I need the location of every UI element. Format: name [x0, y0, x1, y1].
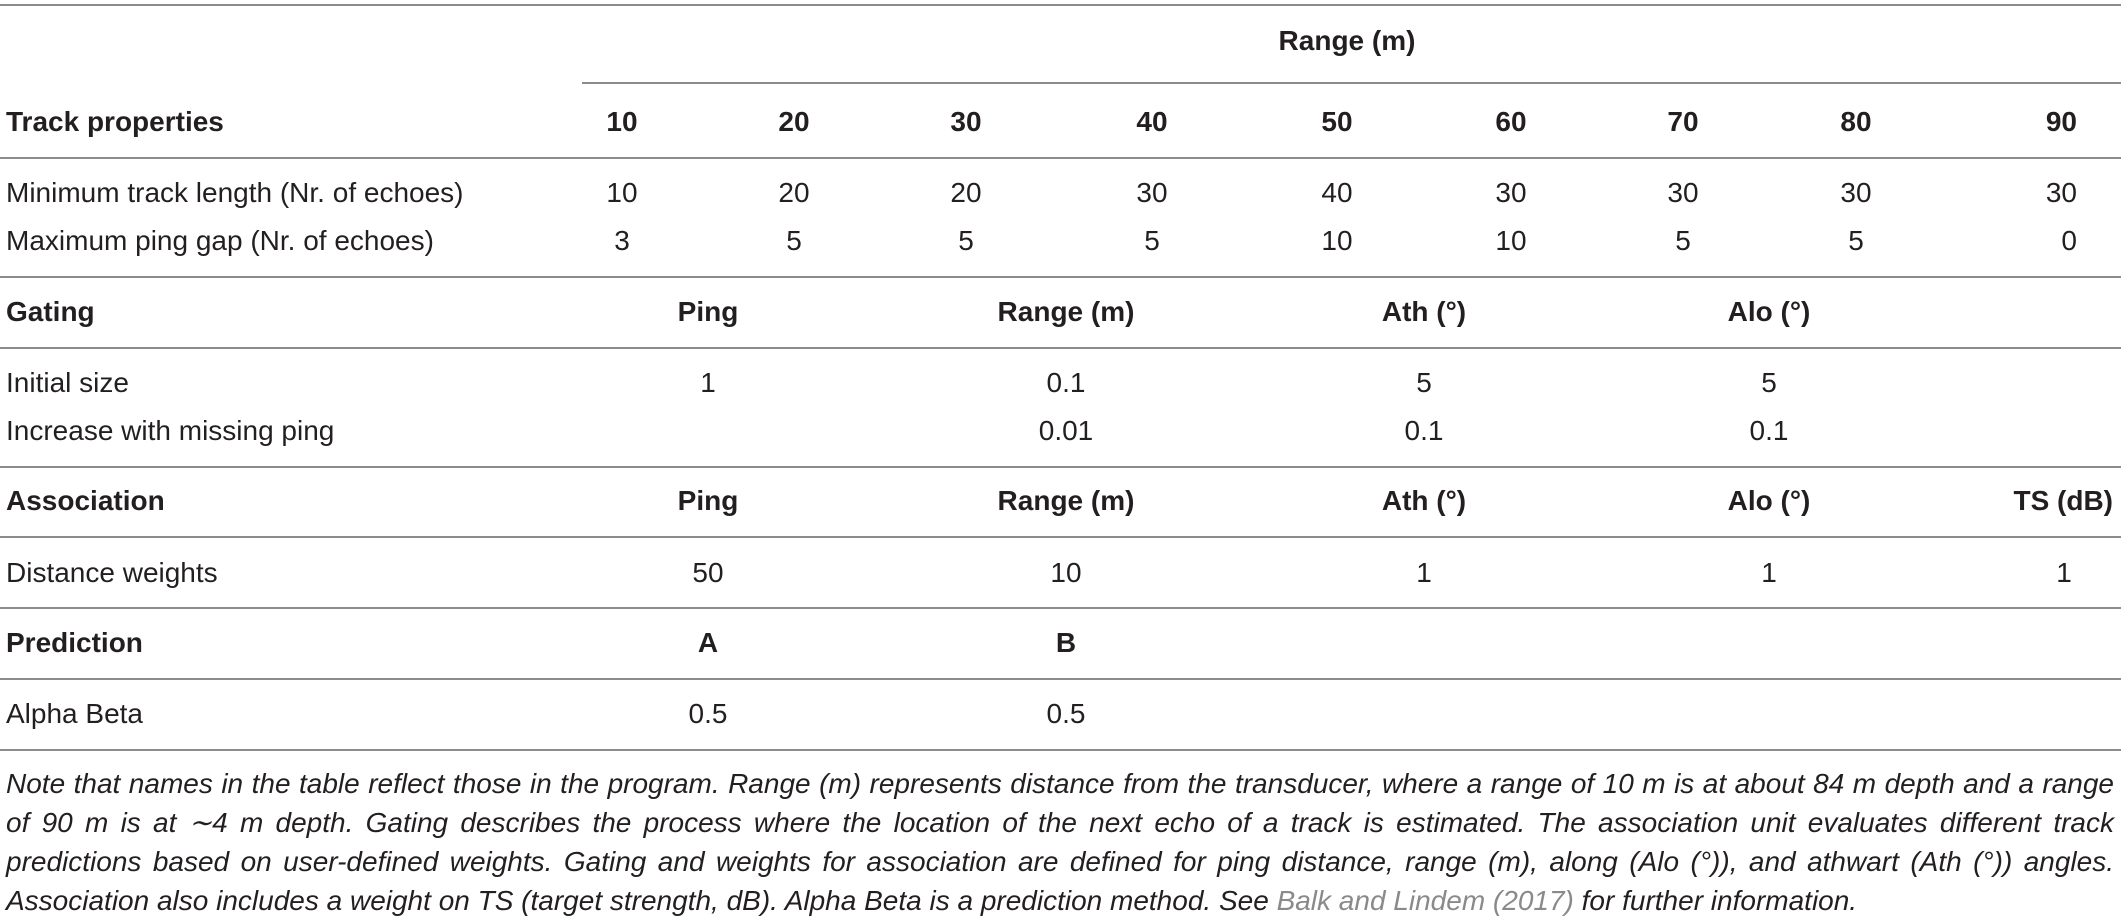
prediction-header-b: B: [1055, 627, 1077, 658]
table-cell: 5: [958, 225, 974, 256]
table-cell: 0.1: [1749, 415, 1789, 446]
range-column-group-title: Range (m): [1278, 25, 1416, 56]
table-cell: 1: [1761, 557, 1777, 588]
range-header-30: 30: [950, 106, 982, 137]
association-header-ping: Ping: [677, 485, 739, 516]
association-header-ts: TS (dB): [2013, 485, 2113, 516]
table-cell: 20: [778, 177, 810, 208]
table-cell: 5: [1848, 225, 1864, 256]
bottom-rule: [0, 749, 2121, 751]
association-header-alo: Alo (°): [1727, 485, 1811, 516]
table-footnote: [6, 764, 2114, 920]
row-label-alpha-beta: Alpha Beta: [6, 698, 143, 729]
row-label-min-track-length: Minimum track length (Nr. of echoes): [6, 177, 464, 208]
table-cell: 0.01: [1038, 415, 1094, 446]
citation-link[interactable]: Balk and Lindem (2017): [1276, 885, 1574, 916]
range-underline-rule: [582, 82, 2121, 84]
row-label-increase-missing-ping: Increase with missing ping: [6, 415, 335, 446]
prediction-top-rule: [0, 607, 2121, 609]
table-cell: 50: [692, 557, 724, 588]
row-label-max-ping-gap: Maximum ping gap (Nr. of echoes): [6, 225, 434, 256]
table-cell: 10: [1321, 225, 1353, 256]
table-cell: 0.1: [1046, 367, 1086, 398]
table-cell: 0.5: [1046, 698, 1086, 729]
association-top-rule: [0, 466, 2121, 468]
track-properties-header: Track properties: [6, 106, 224, 137]
range-header-90: 90: [2045, 106, 2077, 137]
table-cell: 5: [786, 225, 802, 256]
range-header-60: 60: [1495, 106, 1527, 137]
footnote-text: Note that names in the table reflect those in the program. Range (m) represents distance from the transducer, where a range of 10 m is at about 84 m depth and a range of 90 m is at ∼4 m depth. Gating describes the process where the location of the next echo of a track is estimated. The association unit evaluates different track predictions based on user-defined weights. Gating and weights for association are defined for ping distance, range (m), along (Alo (°)), and athwart (Ath (°)) angles. Association also includes a weight on TS (target strength, dB). Alpha Beta is a prediction method. See: [6, 768, 2114, 916]
table-cell: 1: [700, 367, 716, 398]
prediction-header-a: A: [697, 627, 719, 658]
table-cell: 0.5: [688, 698, 728, 729]
prediction-header-rule: [0, 678, 2121, 680]
range-header-10: 10: [606, 106, 638, 137]
footnote-text-end: for further information.: [1573, 885, 1858, 916]
table-cell: 10: [1495, 225, 1527, 256]
range-header-50: 50: [1321, 106, 1353, 137]
table-cell: 30: [1667, 177, 1699, 208]
top-rule: [0, 4, 2121, 6]
table-cell: 5: [1761, 367, 1777, 398]
table-cell: 40: [1321, 177, 1353, 208]
range-header-80: 80: [1840, 106, 1872, 137]
table-cell: 30: [1495, 177, 1527, 208]
table-cell: 30: [2045, 177, 2077, 208]
table-cell: 20: [950, 177, 982, 208]
table-cell: 3: [614, 225, 630, 256]
gating-section-title: Gating: [6, 296, 95, 327]
table-cell: 5: [1144, 225, 1160, 256]
range-header-20: 20: [778, 106, 810, 137]
range-header-40: 40: [1136, 106, 1168, 137]
table-cell: 1: [1416, 557, 1432, 588]
gating-header-ath: Ath (°): [1381, 296, 1467, 327]
association-header-ath: Ath (°): [1381, 485, 1467, 516]
gating-top-rule: [0, 276, 2121, 278]
gating-header-rule: [0, 347, 2121, 349]
row-label-initial-size: Initial size: [6, 367, 129, 398]
header-rule: [0, 157, 2121, 159]
table-cell: 5: [1675, 225, 1691, 256]
table-cell: 30: [1840, 177, 1872, 208]
table-cell: 10: [1050, 557, 1082, 588]
gating-header-ping: Ping: [677, 296, 739, 327]
table-cell: 0.1: [1404, 415, 1444, 446]
table-cell: 1: [2056, 557, 2072, 588]
gating-header-alo: Alo (°): [1727, 296, 1811, 327]
association-header-range: Range (m): [997, 485, 1135, 516]
table-cell: 0: [2061, 225, 2077, 256]
association-section-title: Association: [6, 485, 165, 516]
row-label-distance-weights: Distance weights: [6, 557, 218, 588]
prediction-section-title: Prediction: [6, 627, 143, 658]
range-header-70: 70: [1667, 106, 1699, 137]
table-cell: 10: [606, 177, 638, 208]
association-header-rule: [0, 536, 2121, 538]
gating-header-range: Range (m): [997, 296, 1135, 327]
table-cell: 30: [1136, 177, 1168, 208]
table-cell: 5: [1416, 367, 1432, 398]
